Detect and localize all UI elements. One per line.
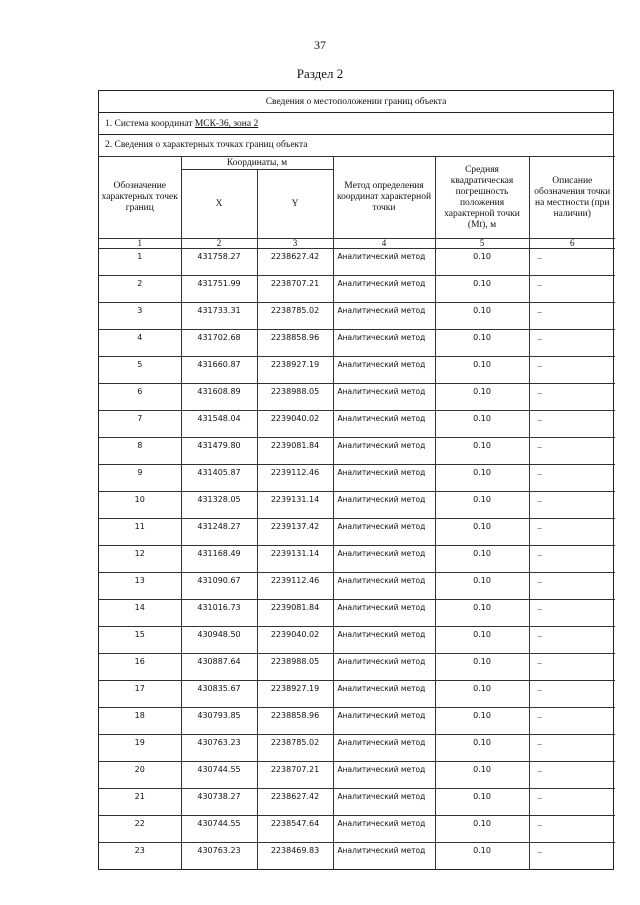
point-x: 431702.68: [181, 330, 257, 357]
point-error: 0.10: [435, 735, 529, 762]
point-error: 0.10: [435, 438, 529, 465]
column-number: 3: [257, 239, 333, 249]
point-x: 431405.87: [181, 465, 257, 492]
point-error: 0.10: [435, 519, 529, 546]
table-row: [99, 735, 615, 762]
point-number: 15: [99, 627, 181, 654]
point-error: 0.10: [435, 843, 529, 870]
point-y: 2238627.42: [257, 789, 333, 816]
point-method: Аналитический метод: [333, 330, 435, 357]
point-number: 3: [99, 303, 181, 330]
point-x: 431479.80: [181, 438, 257, 465]
point-description: –: [529, 303, 615, 330]
point-method: Аналитический метод: [333, 465, 435, 492]
point-error: 0.10: [435, 546, 529, 573]
point-number: 19: [99, 735, 181, 762]
point-x: 431548.04: [181, 411, 257, 438]
point-y: 2238988.05: [257, 384, 333, 411]
point-number: 16: [99, 654, 181, 681]
point-y: 2238627.42: [257, 249, 333, 276]
point-method: Аналитический метод: [333, 519, 435, 546]
table-row: [99, 384, 615, 411]
point-number: 12: [99, 546, 181, 573]
point-error: 0.10: [435, 330, 529, 357]
point-description: –: [529, 492, 615, 519]
point-description: –: [529, 627, 615, 654]
table-row: [99, 519, 615, 546]
point-number: 21: [99, 789, 181, 816]
point-method: Аналитический метод: [333, 438, 435, 465]
point-number: 14: [99, 600, 181, 627]
point-description: –: [529, 276, 615, 303]
point-y: 2239131.14: [257, 492, 333, 519]
column-number-row: [99, 239, 615, 249]
point-description: –: [529, 708, 615, 735]
point-description: –: [529, 843, 615, 870]
column-number: 4: [333, 239, 435, 249]
point-y: 2238858.96: [257, 330, 333, 357]
header-coordinates: Координаты, м: [181, 157, 333, 170]
point-method: Аналитический метод: [333, 573, 435, 600]
point-number: 6: [99, 384, 181, 411]
header-description: Описание обозначения точки на местности (при наличии): [529, 157, 615, 239]
header-designation: Обозначение характерных точек границ: [99, 157, 181, 239]
point-method: Аналитический метод: [333, 816, 435, 843]
point-x: 431090.67: [181, 573, 257, 600]
point-error: 0.10: [435, 384, 529, 411]
point-y: 2239040.02: [257, 411, 333, 438]
header-y: Y: [257, 170, 333, 239]
point-y: 2238988.05: [257, 654, 333, 681]
point-x: 431328.05: [181, 492, 257, 519]
point-x: 430738.27: [181, 789, 257, 816]
point-x: 431168.49: [181, 546, 257, 573]
point-x: 431733.31: [181, 303, 257, 330]
point-description: –: [529, 600, 615, 627]
table-row: [99, 276, 615, 303]
point-error: 0.10: [435, 357, 529, 384]
point-method: Аналитический метод: [333, 492, 435, 519]
point-error: 0.10: [435, 303, 529, 330]
point-method: Аналитический метод: [333, 249, 435, 276]
point-x: 431248.27: [181, 519, 257, 546]
table-row: [99, 627, 615, 654]
point-y: 2239081.84: [257, 600, 333, 627]
point-method: Аналитический метод: [333, 384, 435, 411]
point-error: 0.10: [435, 465, 529, 492]
point-method: Аналитический метод: [333, 276, 435, 303]
header-error: Средняя квадратическая погрешность положения характерной точки (Mt), м: [435, 157, 529, 239]
point-number: 13: [99, 573, 181, 600]
point-description: –: [529, 573, 615, 600]
point-method: Аналитический метод: [333, 735, 435, 762]
characteristic-points-table: [99, 156, 615, 869]
point-y: 2239112.46: [257, 465, 333, 492]
point-description: –: [529, 681, 615, 708]
points-heading: 2. Сведения о характерных точках границ объекта: [105, 140, 308, 150]
coordinate-system-label: 1. Система координат: [105, 119, 195, 129]
point-description: –: [529, 330, 615, 357]
point-x: 430887.64: [181, 654, 257, 681]
point-method: Аналитический метод: [333, 600, 435, 627]
coordinate-system-value: МСК-36, зона 2: [194, 119, 259, 129]
table-row: [99, 843, 615, 870]
point-y: 2238707.21: [257, 276, 333, 303]
table-row: [99, 681, 615, 708]
point-method: Аналитический метод: [333, 681, 435, 708]
point-number: 20: [99, 762, 181, 789]
table-row: [99, 438, 615, 465]
point-method: Аналитический метод: [333, 303, 435, 330]
header-x: X: [181, 170, 257, 239]
header-method: Метод определения координат характерной точки: [333, 157, 435, 239]
point-description: –: [529, 546, 615, 573]
point-y: 2238469.83: [257, 843, 333, 870]
table-row: [99, 357, 615, 384]
point-error: 0.10: [435, 600, 529, 627]
point-x: 430744.55: [181, 762, 257, 789]
point-error: 0.10: [435, 654, 529, 681]
point-x: 430948.50: [181, 627, 257, 654]
column-number: 5: [435, 239, 529, 249]
point-number: 23: [99, 843, 181, 870]
point-method: Аналитический метод: [333, 654, 435, 681]
point-number: 8: [99, 438, 181, 465]
point-method: Аналитический метод: [333, 762, 435, 789]
point-x: 431016.73: [181, 600, 257, 627]
point-x: 430744.55: [181, 816, 257, 843]
sheet-title: Сведения о местоположении границ объекта: [99, 91, 613, 113]
point-error: 0.10: [435, 492, 529, 519]
table-row: [99, 249, 615, 276]
point-x: 431758.27: [181, 249, 257, 276]
point-description: –: [529, 816, 615, 843]
point-y: 2239131.14: [257, 546, 333, 573]
point-error: 0.10: [435, 276, 529, 303]
table-row: [99, 411, 615, 438]
table-row: [99, 330, 615, 357]
table-row: [99, 546, 615, 573]
table-row: [99, 816, 615, 843]
point-number: 17: [99, 681, 181, 708]
page-number: 37: [314, 38, 326, 52]
point-error: 0.10: [435, 249, 529, 276]
point-method: Аналитический метод: [333, 546, 435, 573]
section-title: Раздел 2: [296, 66, 344, 81]
point-number: 10: [99, 492, 181, 519]
point-description: –: [529, 789, 615, 816]
point-number: 22: [99, 816, 181, 843]
table-row: [99, 654, 615, 681]
point-number: 9: [99, 465, 181, 492]
table-row: [99, 573, 615, 600]
point-description: –: [529, 735, 615, 762]
point-description: –: [529, 249, 615, 276]
point-number: 1: [99, 249, 181, 276]
column-number: 1: [99, 239, 181, 249]
point-x: 431751.99: [181, 276, 257, 303]
column-number: 2: [181, 239, 257, 249]
point-number: 4: [99, 330, 181, 357]
table-row: [99, 789, 615, 816]
point-y: 2238547.64: [257, 816, 333, 843]
coordinate-system-line: [99, 113, 613, 135]
table-row: [99, 708, 615, 735]
table-row: [99, 762, 615, 789]
point-y: 2238927.19: [257, 357, 333, 384]
table-row: [99, 465, 615, 492]
point-method: Аналитический метод: [333, 843, 435, 870]
point-description: –: [529, 384, 615, 411]
table-row: [99, 492, 615, 519]
point-description: –: [529, 654, 615, 681]
point-description: –: [529, 465, 615, 492]
point-error: 0.10: [435, 573, 529, 600]
point-description: –: [529, 519, 615, 546]
point-number: 7: [99, 411, 181, 438]
point-error: 0.10: [435, 627, 529, 654]
point-number: 2: [99, 276, 181, 303]
point-error: 0.10: [435, 681, 529, 708]
point-y: 2238785.02: [257, 735, 333, 762]
point-method: Аналитический метод: [333, 789, 435, 816]
point-number: 18: [99, 708, 181, 735]
point-description: –: [529, 411, 615, 438]
point-y: 2238785.02: [257, 303, 333, 330]
point-number: 11: [99, 519, 181, 546]
point-y: 2239137.42: [257, 519, 333, 546]
point-y: 2238858.96: [257, 708, 333, 735]
point-y: 2239081.84: [257, 438, 333, 465]
table-row: [99, 303, 615, 330]
point-x: 430793.85: [181, 708, 257, 735]
point-error: 0.10: [435, 789, 529, 816]
point-method: Аналитический метод: [333, 357, 435, 384]
point-method: Аналитический метод: [333, 411, 435, 438]
point-x: 430763.23: [181, 843, 257, 870]
point-error: 0.10: [435, 816, 529, 843]
point-description: –: [529, 762, 615, 789]
point-y: 2239112.46: [257, 573, 333, 600]
point-x: 431608.89: [181, 384, 257, 411]
point-y: 2239040.02: [257, 627, 333, 654]
point-x: 430835.67: [181, 681, 257, 708]
point-x: 430763.23: [181, 735, 257, 762]
point-error: 0.10: [435, 762, 529, 789]
point-y: 2238927.19: [257, 681, 333, 708]
column-number: 6: [529, 239, 615, 249]
point-description: –: [529, 357, 615, 384]
table-row: [99, 600, 615, 627]
point-number: 5: [99, 357, 181, 384]
boundary-info-sheet: [98, 90, 614, 870]
point-error: 0.10: [435, 708, 529, 735]
point-error: 0.10: [435, 411, 529, 438]
point-method: Аналитический метод: [333, 708, 435, 735]
point-x: 431660.87: [181, 357, 257, 384]
point-description: –: [529, 438, 615, 465]
point-y: 2238707.21: [257, 762, 333, 789]
point-method: Аналитический метод: [333, 627, 435, 654]
